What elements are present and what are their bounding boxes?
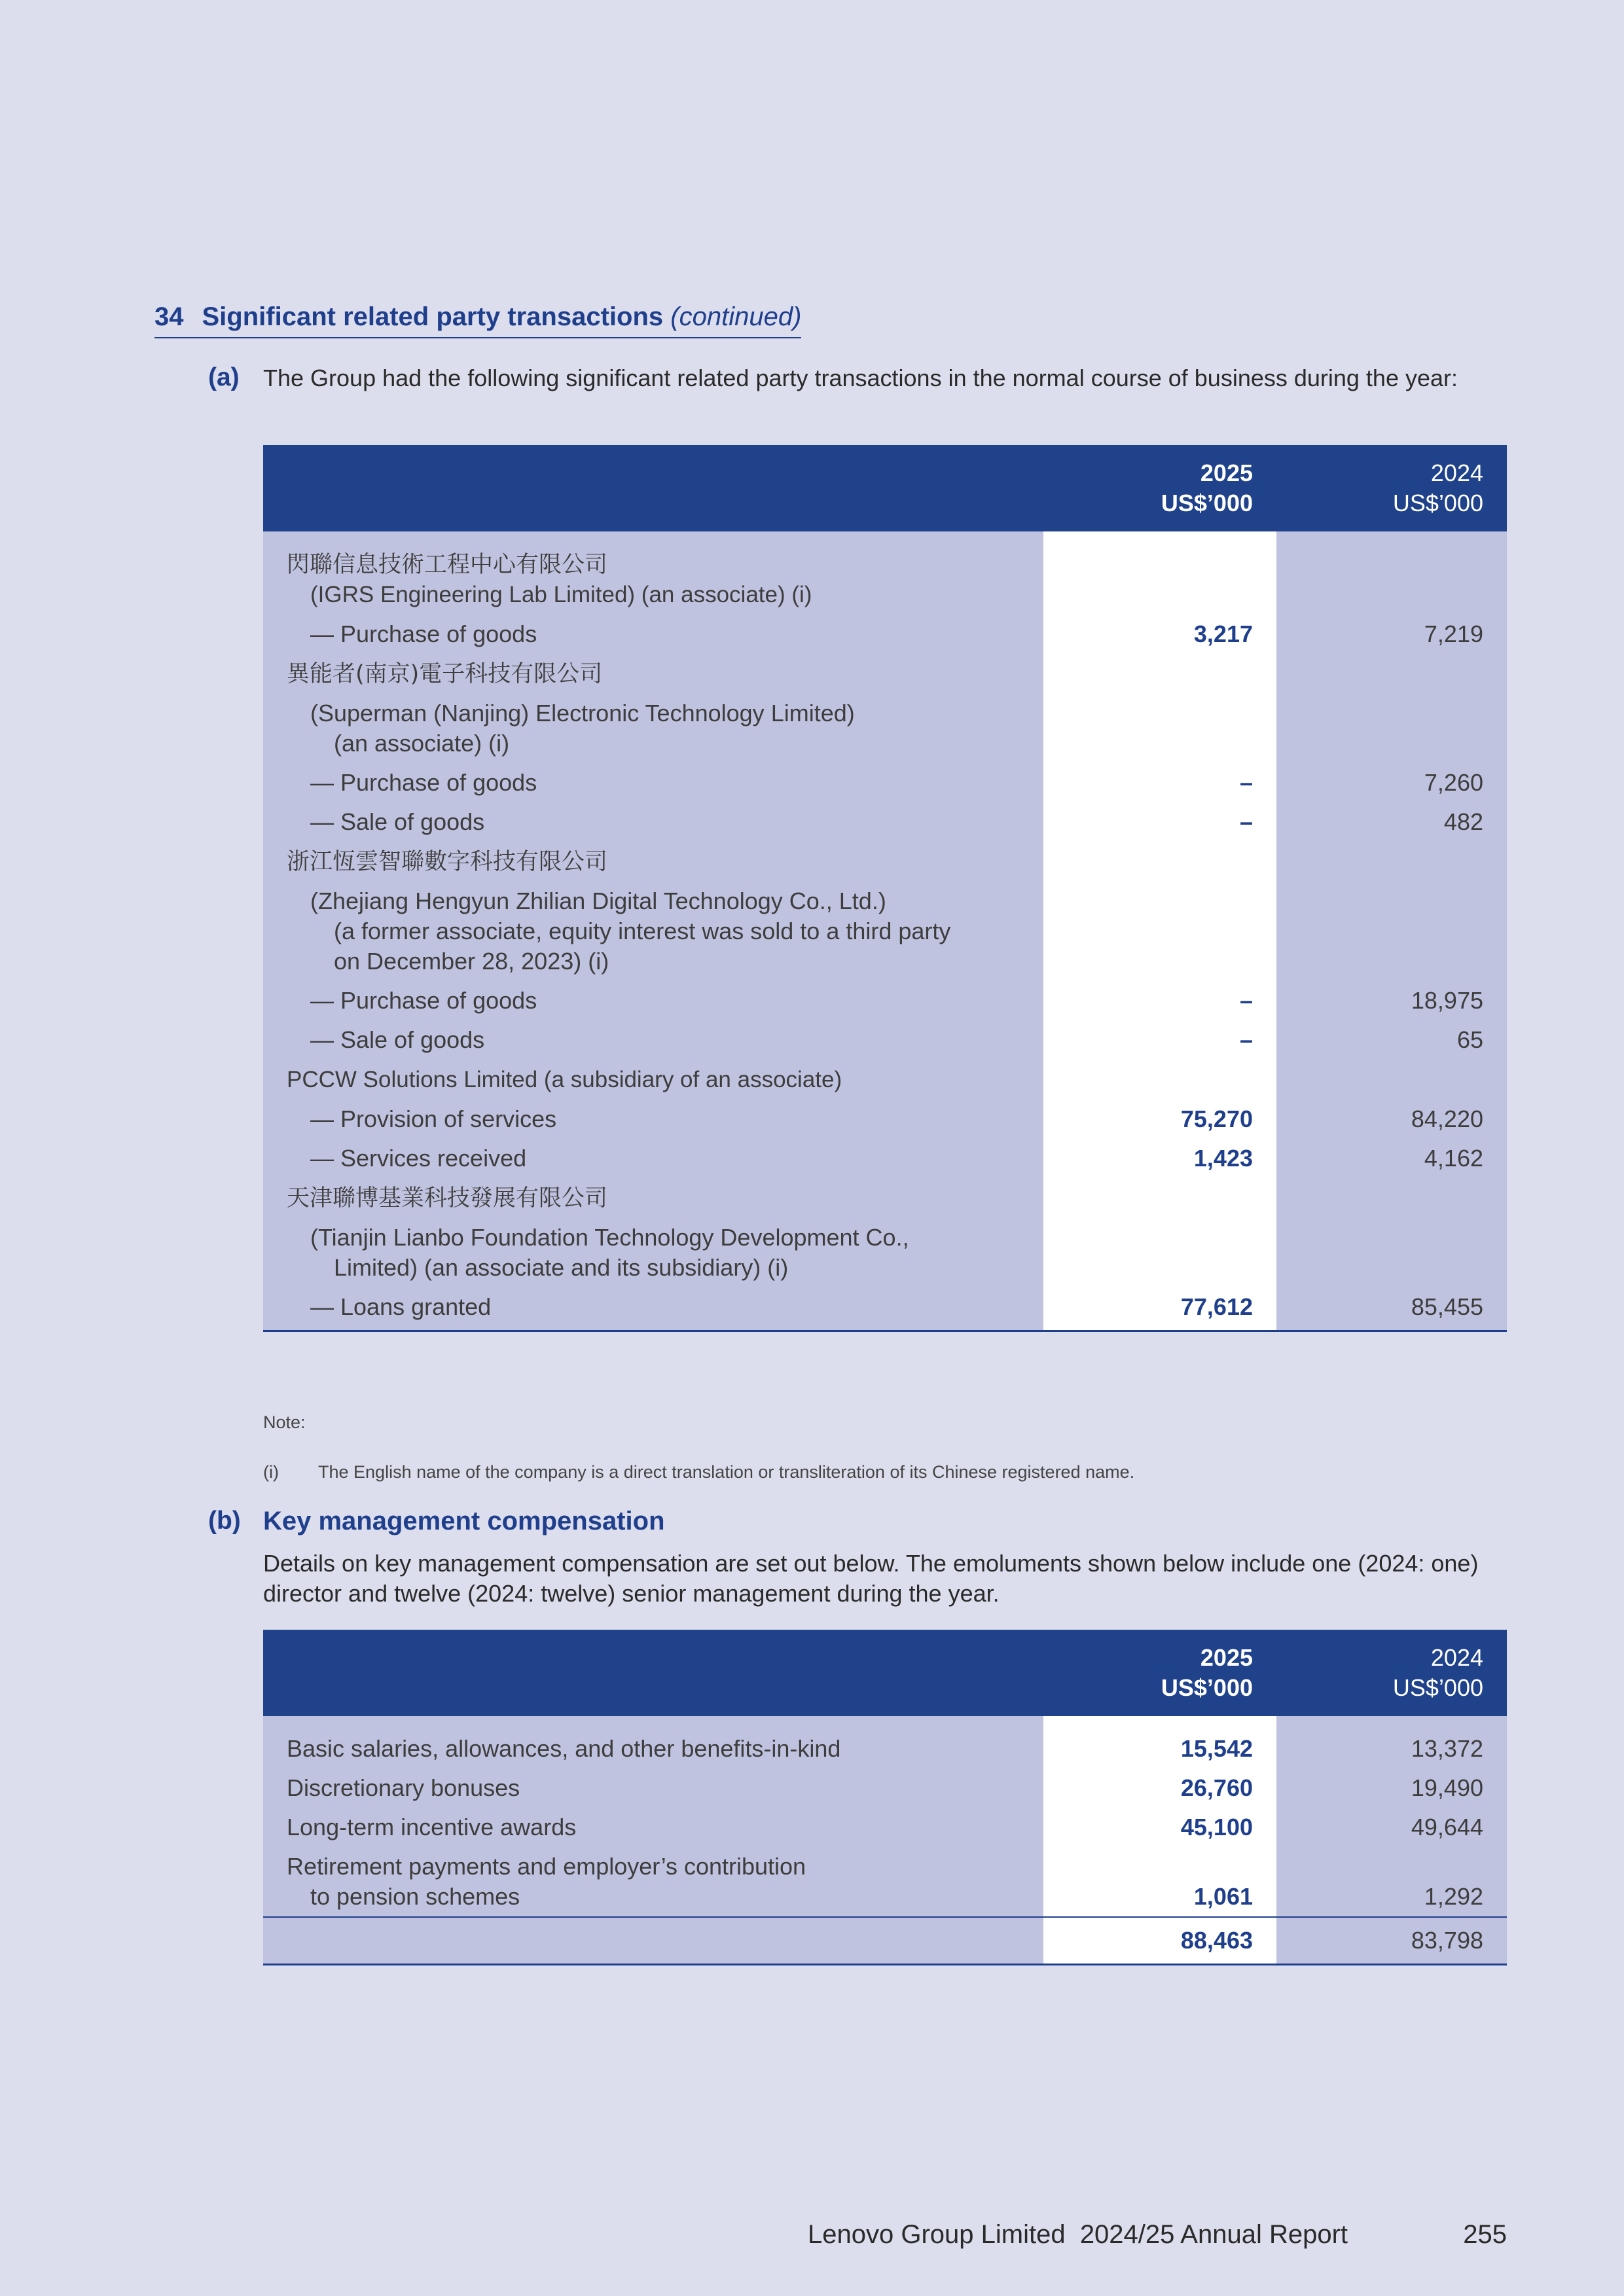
table-header-row [263, 445, 1507, 531]
row-label-cn: 天津聯博基業科技發展有限公司 [287, 1185, 608, 1211]
value-2025: 1,423 [1043, 1139, 1276, 1178]
note-text: The English name of the company is a direct translation or transliteration of its Chinese registered name. [318, 1462, 1135, 1482]
value-2025: 45,100 [1043, 1808, 1276, 1847]
page-footer [808, 2220, 1507, 2250]
value-2025: – [1043, 763, 1276, 802]
section-title: Significant related party transactions [202, 302, 664, 331]
part-a-marker: (a) [208, 363, 240, 391]
part-b-marker: (b) [208, 1507, 241, 1535]
row-label: Discretionary bonuses [263, 1768, 1043, 1808]
table-row [263, 1287, 1507, 1331]
total-2025: 88,463 [1043, 1917, 1276, 1965]
table-row [263, 694, 1507, 763]
table-row [263, 1020, 1507, 1060]
table-header-row [263, 1630, 1507, 1716]
header-2024-year: 2024 [1430, 459, 1483, 486]
footer-report: 2024/25 Annual Report [1079, 2220, 1348, 2249]
value-2024: 1,292 [1276, 1847, 1507, 1917]
table-row [263, 981, 1507, 1020]
table-row [263, 1729, 1507, 1768]
header-2024-unit: US$’000 [1392, 1674, 1483, 1701]
header-blank [263, 1630, 1043, 1716]
note-label: Note: [263, 1412, 306, 1432]
row-label-cn: 閃聯信息技術工程中心有限公司 [287, 552, 608, 578]
table-row [263, 763, 1507, 802]
value-2025: 75,270 [1043, 1100, 1276, 1139]
table-row [263, 1768, 1507, 1808]
row-label: — Loans granted [310, 1293, 492, 1320]
row-label-en: (IGRS Engineering Lab Limited) (an associate) (i) [310, 582, 812, 607]
value-2025: 77,612 [1043, 1287, 1276, 1331]
header-2025-year: 2025 [1200, 459, 1253, 486]
table-row [263, 654, 1507, 694]
row-label-cn: 異能者(南京)電子科技有限公司 [287, 661, 603, 687]
row-label-en: (Tianjin Lianbo Foundation Technology Development Co., [310, 1224, 909, 1251]
table-row [263, 882, 1507, 981]
table-row [263, 802, 1507, 842]
value-2025: – [1043, 1020, 1276, 1060]
row-label-en: (Superman (Nanjing) Electronic Technology Limited) [310, 700, 855, 726]
part-b-title: Key management compensation [263, 1507, 665, 1535]
row-label-en: on December 28, 2023) (i) [334, 948, 609, 975]
value-2025: 1,061 [1043, 1847, 1276, 1917]
value-2024: 13,372 [1276, 1729, 1507, 1768]
value-2024: 19,490 [1276, 1768, 1507, 1808]
table-row [263, 545, 1507, 615]
header-2025-year: 2025 [1200, 1644, 1253, 1671]
table-row [263, 842, 1507, 882]
note-item [263, 1462, 1134, 1482]
row-label-en: (Zhejiang Hengyun Zhilian Digital Technology Co., Ltd.) [310, 888, 886, 914]
row-label: — Purchase of goods [310, 987, 537, 1014]
header-2024 [1276, 1630, 1507, 1716]
table-row [263, 1100, 1507, 1139]
header-2024-unit: US$’000 [1392, 490, 1483, 516]
value-2024: 7,219 [1276, 615, 1507, 654]
header-2024 [1276, 445, 1507, 531]
total-2024: 83,798 [1276, 1917, 1507, 1965]
table-row [263, 1178, 1507, 1218]
value-2025: 26,760 [1043, 1768, 1276, 1808]
section-heading [154, 302, 801, 338]
table-row [263, 1218, 1507, 1287]
row-label: to pension schemes [310, 1883, 520, 1910]
row-label: — Purchase of goods [310, 769, 537, 796]
header-2025 [1043, 445, 1276, 531]
row-label: PCCW Solutions Limited (a subsidiary of an associate) [287, 1067, 842, 1092]
row-label: Long-term incentive awards [263, 1808, 1043, 1847]
row-label-cn: 浙江恆雲智聯數字科技有限公司 [287, 849, 608, 875]
row-label: Basic salaries, allowances, and other benefits-in-kind [263, 1729, 1043, 1768]
header-2025-unit: US$’000 [1161, 490, 1253, 516]
value-2024: 85,455 [1276, 1287, 1507, 1331]
value-2024: 18,975 [1276, 981, 1507, 1020]
section-continued: (continued) [670, 302, 802, 331]
table-row [263, 1808, 1507, 1847]
header-2025 [1043, 1630, 1276, 1716]
part-b-intro: Details on key management compensation are set out below. The emoluments shown below include one (2024: one) director and twelve (2024: twelve) senior management during the year. [263, 1550, 1479, 1607]
table-row [263, 1847, 1507, 1917]
header-2025-unit: US$’000 [1161, 1674, 1253, 1701]
row-label-en: Limited) (an associate and its subsidiary) (i) [334, 1254, 789, 1281]
value-2024: 4,162 [1276, 1139, 1507, 1178]
row-label: — Purchase of goods [310, 620, 537, 647]
value-2025: 15,542 [1043, 1729, 1276, 1768]
value-2024: 65 [1276, 1020, 1507, 1060]
total-label-blank [263, 1917, 1043, 1965]
row-label-en: (an associate) (i) [334, 730, 510, 757]
value-2025: – [1043, 802, 1276, 842]
table-row [263, 1139, 1507, 1178]
page-number: 255 [1463, 2220, 1507, 2249]
value-2025: – [1043, 981, 1276, 1020]
value-2024: 7,260 [1276, 763, 1507, 802]
value-2025: 3,217 [1043, 615, 1276, 654]
row-label: — Sale of goods [310, 1026, 485, 1053]
related-party-table [263, 445, 1507, 1332]
row-label-en: (a former associate, equity interest was sold to a third party [334, 918, 951, 944]
table-row [263, 615, 1507, 654]
footer-company: Lenovo Group Limited [808, 2220, 1066, 2249]
section-number: 34 [154, 302, 184, 331]
row-label: — Provision of services [310, 1105, 557, 1132]
header-2024-year: 2024 [1430, 1644, 1483, 1671]
value-2024: 84,220 [1276, 1100, 1507, 1139]
row-label: Retirement payments and employer’s contribution [287, 1853, 806, 1880]
note-marker: (i) [263, 1462, 279, 1482]
part-a-intro: The Group had the following significant related party transactions in the normal course of business during the year: [263, 365, 1458, 391]
header-blank [263, 445, 1043, 531]
table-row [263, 1060, 1507, 1100]
row-label: — Services received [310, 1145, 527, 1172]
value-2024: 482 [1276, 802, 1507, 842]
key-management-table [263, 1630, 1507, 1965]
row-label: — Sale of goods [310, 808, 485, 835]
total-row [263, 1917, 1507, 1965]
value-2024: 49,644 [1276, 1808, 1507, 1847]
